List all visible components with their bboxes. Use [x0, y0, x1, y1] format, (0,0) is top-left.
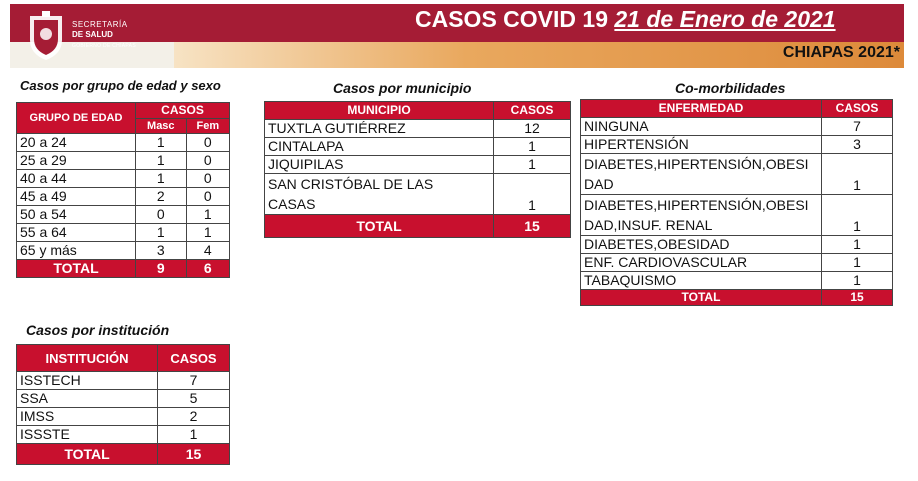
fem-count: 4: [186, 242, 229, 260]
total-masc: 9: [136, 260, 187, 278]
fem-count: 1: [186, 206, 229, 224]
municipio-section-title: Casos por municipio: [333, 80, 472, 96]
enfermedad-count: 1: [822, 272, 893, 290]
table-row: [17, 224, 230, 242]
col-casos: CASOS: [158, 345, 230, 372]
col-municipio: MUNICIPIO: [265, 102, 494, 120]
logo-line3: GOBIERNO DE CHIAPAS: [72, 43, 136, 49]
municipio-count: 12: [494, 120, 571, 138]
logo-line2: DE SALUD: [72, 30, 113, 39]
region-label: CHIAPAS 2021*: [782, 44, 900, 61]
table-row: [265, 120, 571, 138]
title-date: 21 de Enero de 2021: [614, 6, 836, 32]
table-row: [265, 138, 571, 156]
masc-count: 1: [136, 224, 187, 242]
fem-count: 0: [186, 134, 229, 152]
enfermedad-name: NINGUNA: [581, 118, 822, 136]
fem-count: 0: [186, 170, 229, 188]
total-label: TOTAL: [265, 215, 494, 238]
age-group: 25 a 29: [17, 152, 136, 170]
masc-count: 2: [136, 188, 187, 206]
age-group: 55 a 64: [17, 224, 136, 242]
total-label: TOTAL: [17, 444, 158, 465]
enfermedad-count: 1: [822, 154, 893, 195]
enfermedad-name: ENF. CARDIOVASCULAR: [581, 254, 822, 272]
table-row: [581, 154, 893, 195]
institucion-name: ISSTECH: [17, 372, 158, 390]
enfermedad-count: 3: [822, 136, 893, 154]
table-row: [17, 242, 230, 260]
municipio-count: 1: [494, 138, 571, 156]
fem-count: 0: [186, 188, 229, 206]
enfermedad-name: HIPERTENSIÓN: [581, 136, 822, 154]
table-row: [17, 206, 230, 224]
enfermedad-name: DIABETES,HIPERTENSIÓN,OBESIDAD: [581, 154, 822, 195]
total-row: [17, 444, 230, 465]
institucion-count: 7: [158, 372, 230, 390]
comorb-table: [580, 99, 893, 306]
masc-count: 1: [136, 152, 187, 170]
header-subbanner: [10, 42, 904, 68]
age-group: 65 y más: [17, 242, 136, 260]
table-row: [17, 170, 230, 188]
total-count: 15: [494, 215, 571, 238]
masc-count: 1: [136, 170, 187, 188]
total-row: [265, 215, 571, 238]
municipio-count: 1: [494, 156, 571, 174]
enfermedad-name: TABAQUISMO: [581, 272, 822, 290]
masc-count: 3: [136, 242, 187, 260]
table-row: [581, 136, 893, 154]
municipio-count: 1: [494, 174, 571, 215]
coat-of-arms-icon: [22, 10, 70, 62]
age-group: 20 a 24: [17, 134, 136, 152]
enfermedad-count: 7: [822, 118, 893, 136]
municipio-name: SAN CRISTÓBAL DE LAS CASAS: [265, 174, 494, 215]
table-row: [17, 134, 230, 152]
masc-count: 1: [136, 134, 187, 152]
page-title: [415, 6, 836, 33]
table-row: [581, 272, 893, 290]
col-grupo-edad: GRUPO DE EDAD: [17, 103, 136, 134]
logo-line1: SECRETARÍA: [72, 20, 128, 29]
col-casos: CASOS: [822, 100, 893, 118]
fem-count: 1: [186, 224, 229, 242]
total-row: [581, 290, 893, 306]
table-row: [17, 152, 230, 170]
age-group: 50 a 54: [17, 206, 136, 224]
institucion-count: 2: [158, 408, 230, 426]
total-row: [17, 260, 230, 278]
col-fem: Fem: [186, 119, 229, 134]
col-masc: Masc: [136, 119, 187, 134]
col-casos: CASOS: [494, 102, 571, 120]
enfermedad-count: 1: [822, 195, 893, 236]
institucion-count: 1: [158, 426, 230, 444]
col-institucion: INSTITUCIÓN: [17, 345, 158, 372]
enfermedad-count: 1: [822, 254, 893, 272]
fem-count: 0: [186, 152, 229, 170]
enfermedad-name: DIABETES,HIPERTENSIÓN,OBESIDAD,INSUF. RENAL: [581, 195, 822, 236]
institucion-name: SSA: [17, 390, 158, 408]
municipio-table: [264, 101, 571, 238]
table-row: [17, 426, 230, 444]
institucion-name: ISSSTE: [17, 426, 158, 444]
table-row: [17, 390, 230, 408]
total-count: 15: [158, 444, 230, 465]
institucion-count: 5: [158, 390, 230, 408]
col-enfermedad: ENFERMEDAD: [581, 100, 822, 118]
col-casos: CASOS: [136, 103, 230, 119]
table-row: [581, 118, 893, 136]
age-group: 45 a 49: [17, 188, 136, 206]
institucion-section-title: Casos por institución: [26, 322, 170, 338]
comorb-section-title: Co-morbilidades: [675, 80, 786, 96]
enfermedad-name: DIABETES,OBESIDAD: [581, 236, 822, 254]
masc-count: 0: [136, 206, 187, 224]
age-group: 40 a 44: [17, 170, 136, 188]
table-row: [265, 174, 571, 215]
municipio-name: CINTALAPA: [265, 138, 494, 156]
total-label: TOTAL: [17, 260, 136, 278]
institucion-name: IMSS: [17, 408, 158, 426]
title-text: CASOS COVID 19: [415, 6, 608, 32]
table-row: [581, 195, 893, 236]
table-row: [581, 254, 893, 272]
total-fem: 6: [186, 260, 229, 278]
total-label: TOTAL: [581, 290, 822, 306]
enfermedad-count: 1: [822, 236, 893, 254]
table-row: [17, 372, 230, 390]
total-count: 15: [822, 290, 893, 306]
municipio-name: TUXTLA GUTIÉRREZ: [265, 120, 494, 138]
institucion-table: [16, 344, 230, 465]
age-section-title: Casos por grupo de edad y sexo: [20, 78, 221, 93]
table-row: [265, 156, 571, 174]
table-row: [17, 188, 230, 206]
table-row: [581, 236, 893, 254]
municipio-name: JIQUIPILAS: [265, 156, 494, 174]
age-table: [16, 102, 230, 278]
table-row: [17, 408, 230, 426]
